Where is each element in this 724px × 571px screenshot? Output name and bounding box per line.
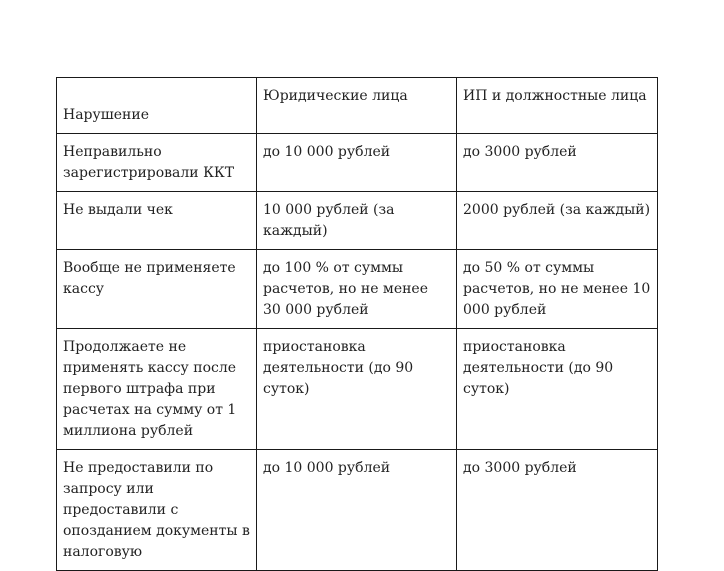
individual-fine-cell: 2000 рублей (за каждый) (457, 192, 658, 250)
legal-fine-cell: до 10 000 рублей (257, 134, 457, 192)
header-violation: Нарушение (57, 78, 257, 134)
legal-fine-cell: 10 000 рублей (за каждый) (257, 192, 457, 250)
table-row (57, 192, 658, 250)
table-row (57, 250, 658, 329)
fines-table (56, 77, 658, 571)
violation-cell: Не выдали чек (57, 192, 257, 250)
individual-fine-cell: приостановка деятельности (до 90 суток) (457, 329, 658, 450)
table-row (57, 329, 658, 450)
legal-fine-cell: приостановка деятельности (до 90 суток) (257, 329, 457, 450)
individual-fine-cell: до 3000 рублей (457, 450, 658, 571)
table-row (57, 134, 658, 192)
legal-fine-cell: до 10 000 рублей (257, 450, 457, 571)
individual-fine-cell: до 3000 рублей (457, 134, 658, 192)
violation-cell: Неправильно зарегистрировали ККТ (57, 134, 257, 192)
individual-fine-cell: до 50 % от суммы расчетов, но не менее 10 000 рублей (457, 250, 658, 329)
violation-cell: Не предоставили по запросу или предоставили с опозданием документы в налоговую (57, 450, 257, 571)
header-individuals: ИП и должностные лица (457, 78, 658, 134)
table-row (57, 450, 658, 571)
header-legal-entities: Юридические лица (257, 78, 457, 134)
violation-cell: Вообще не применяете кассу (57, 250, 257, 329)
table-header-row (57, 78, 658, 134)
violation-cell: Продолжаете не применять кассу после первого штрафа при расчетах на сумму от 1 миллиона рублей (57, 329, 257, 450)
legal-fine-cell: до 100 % от суммы расчетов, но не менее 30 000 рублей (257, 250, 457, 329)
